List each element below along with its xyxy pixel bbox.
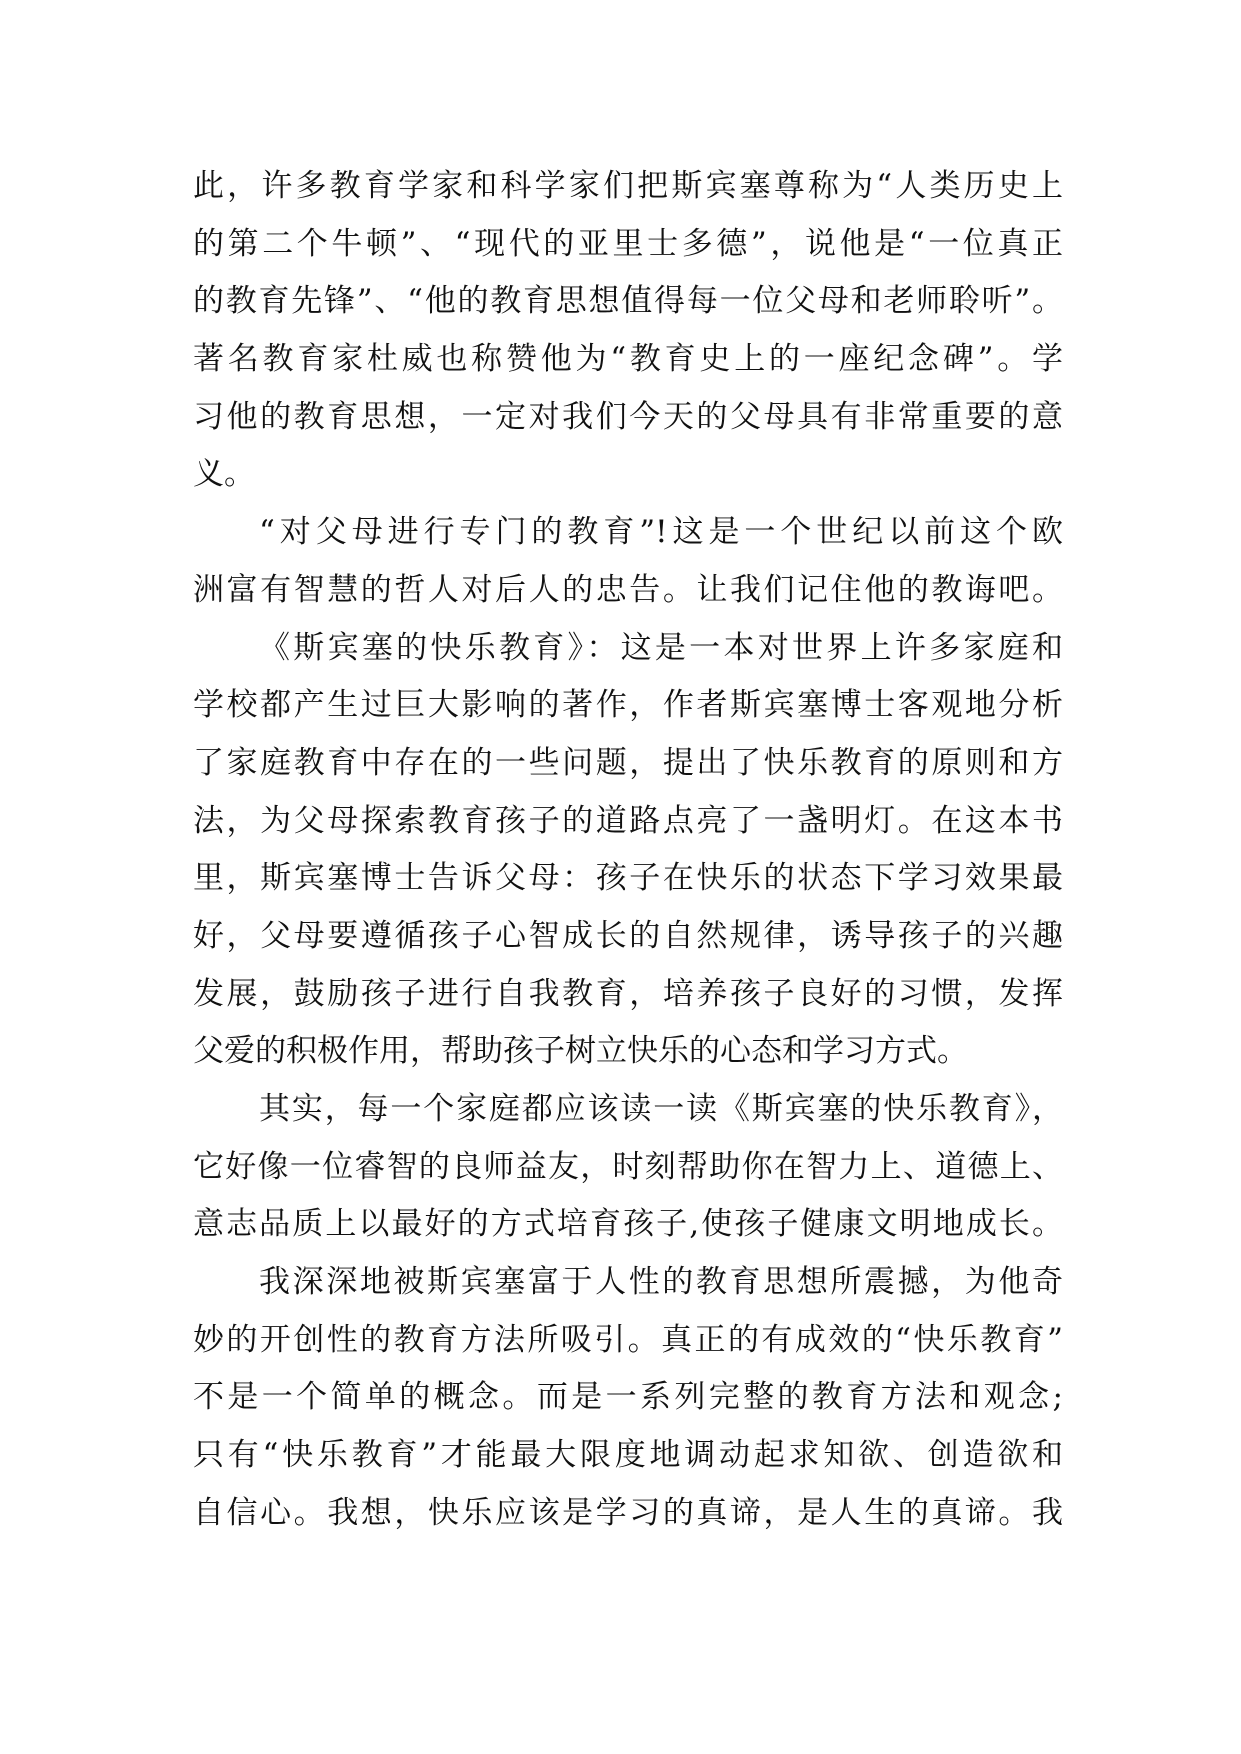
text-line: 自信心。我想，快乐应该是学习的真谛，是人生的真谛。我: [193, 1494, 1063, 1531]
text-line: “对父母进行专门的教育”!这是一个世纪以前这个欧: [259, 514, 1063, 551]
text-line: 洲富有智慧的哲人对后人的忠告。让我们记住他的教诲吧。: [193, 571, 1063, 608]
text-line: 的第二个牛顿”、“现代的亚里士多德”，说他是“一位真正: [193, 225, 1063, 262]
text-line: 义。: [193, 456, 255, 493]
text-line: 不是一个简单的概念。而是一系列完整的教育方法和观念;: [193, 1379, 1063, 1416]
text-line: 著名教育家杜威也称赞他为“教育史上的一座纪念碑”。学: [193, 341, 1063, 378]
text-line: 父爱的积极作用，帮助孩子树立快乐的心态和学习方式。: [193, 1033, 968, 1070]
text-line: 了家庭教育中存在的一些问题，提出了快乐教育的原则和方: [193, 744, 1063, 781]
text-line: 《斯宾塞的快乐教育》：这是一本对世界上许多家庭和: [259, 629, 1063, 666]
text-line: 里，斯宾塞博士告诉父母：孩子在快乐的状态下学习效果最: [193, 860, 1063, 897]
text-line: 学校都产生过巨大影响的著作，作者斯宾塞博士客观地分析: [193, 687, 1063, 724]
text-line: 法，为父母探索教育孩子的道路点亮了一盏明灯。在这本书: [193, 802, 1063, 839]
text-line: 好，父母要遵循孩子心智成长的自然规律，诱导孩子的兴趣: [193, 917, 1063, 954]
text-line: 此，许多教育学家和科学家们把斯宾塞尊称为“人类历史上: [193, 168, 1063, 204]
text-line: 它好像一位睿智的良师益友，时刻帮助你在智力上、道德上、: [193, 1148, 1063, 1185]
text-line: 其实，每一个家庭都应该读一读《斯宾塞的快乐教育》，: [259, 1091, 1063, 1127]
text-line: 只有“快乐教育”才能最大限度地调动起求知欲、创造欲和: [193, 1437, 1063, 1474]
body-text: [193, 158, 1063, 1543]
text-line: 习他的教育思想，一定对我们今天的父母具有非常重要的意: [193, 398, 1063, 435]
text-line: 我深深地被斯宾塞富于人性的教育思想所震撼，为他奇: [259, 1264, 1063, 1301]
text-line: 发展，鼓励孩子进行自我教育，培养孩子良好的习惯，发挥: [193, 975, 1063, 1012]
text-line: 妙的开创性的教育方法所吸引。真正的有成效的“快乐教育”: [193, 1321, 1063, 1358]
text-line: 的教育先锋”、“他的教育思想值得每一位父母和老师聆听”。: [193, 283, 1063, 320]
text-line: 意志品质上以最好的方式培育孩子,使孩子健康文明地成长。: [193, 1206, 1063, 1243]
